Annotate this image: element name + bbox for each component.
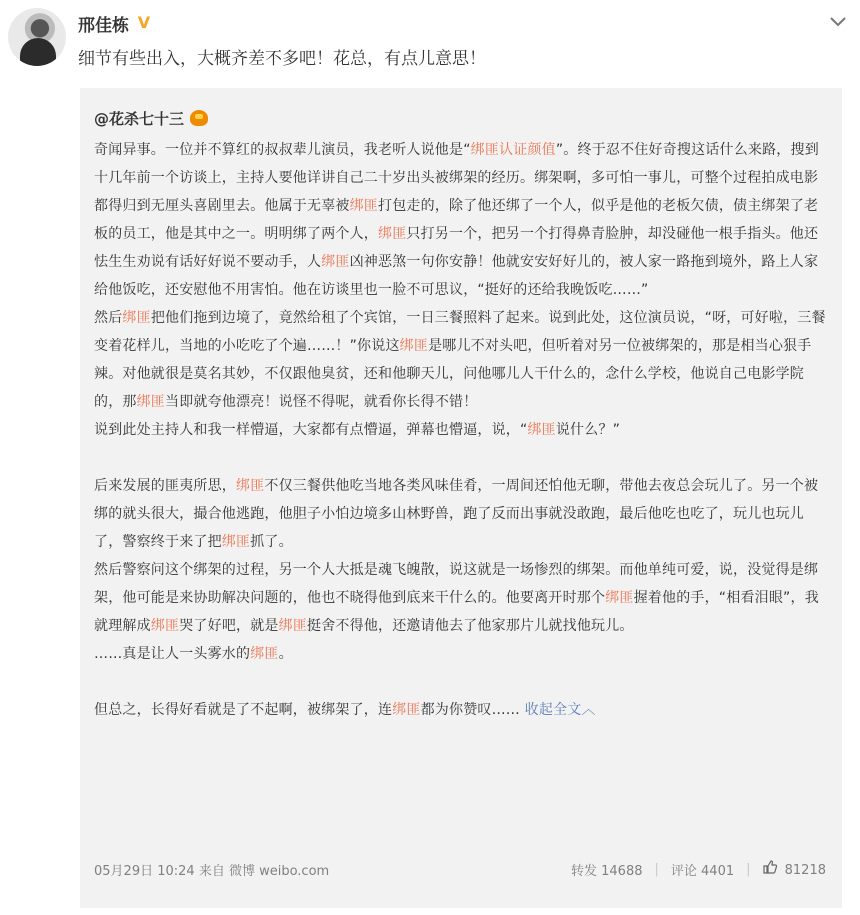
text-segment: 哭了好吧，就是 [179, 618, 279, 634]
highlighted-keyword[interactable]: 绑匪 [527, 422, 556, 438]
repost-paragraph [94, 556, 826, 640]
avatar-figure [20, 38, 56, 66]
highlighted-keyword[interactable]: 绑匪 [236, 478, 265, 494]
highlighted-keyword[interactable]: 绑匪 [399, 338, 429, 354]
repost-paragraph [94, 304, 826, 416]
thumbs-up-icon [763, 860, 777, 878]
text-segment: 奇闻异事。一位并不算红的叔叔辈儿演员，我老听人说他是“ [94, 142, 471, 158]
text-segment: 握着他的手，“相看泪眼”，我就理解成 [94, 590, 819, 634]
highlighted-keyword[interactable]: 绑匪 [278, 618, 308, 634]
highlighted-keyword[interactable]: 绑匪 [321, 254, 350, 270]
footer-divider: | [654, 861, 659, 877]
collapse-full-text-link[interactable]: 收起全文︿ [524, 702, 596, 718]
author-avatar[interactable] [8, 8, 66, 66]
repost-paragraph [94, 136, 826, 304]
highlighted-keyword[interactable]: 绑匪 [605, 590, 634, 606]
repost-paragraph [94, 640, 826, 668]
footer-divider: | [746, 861, 751, 877]
text-segment: 说什么？” [555, 422, 621, 438]
post-header [78, 10, 153, 36]
paragraph-gap [94, 444, 826, 472]
text-segment: 后来发展的匪夷所思， [94, 478, 236, 494]
text-segment: 是哪儿不对头吧，但听着对另一位被绑架的，那是相当心狠手辣。对他就很是莫名其妙，不仅跟他臭贫，还和他聊天儿，问他哪儿人干什么的，念什么学校，他说自己电影学院的，那 [94, 338, 812, 410]
text-segment: 当即就夸他漂亮！说怪不得呢，就看你长得不错！ [165, 394, 478, 410]
highlighted-keyword[interactable]: 绑匪 [150, 618, 180, 634]
text-segment: ……真是让人一头雾水的 [94, 646, 251, 662]
text-segment: 不仅三餐供他吃当地各类风味佳肴，一周间还怕他无聊，带他去夜总会玩儿了。另一个被绑的就头很大，撮合他逃跑，他胆子小怕边境多山林野兽，跑了反而出事就没敢跑，最后他吃也吃了，玩儿也玩儿了，警察终于来了把 [94, 478, 819, 550]
text-segment: 把他们拖到边境了，竟然给租了个宾馆，一日三餐照料了起来。说到此处，这位演员说，“呀，可好啦，三餐变着花样儿，当地的小吃吃了个遍……！”你说这 [94, 310, 826, 354]
text-segment: 抓了。 [250, 534, 293, 550]
repost-paragraph [94, 416, 826, 444]
chevron-down-icon[interactable] [826, 10, 850, 34]
original-author-name[interactable]: @花杀七十三 [94, 109, 185, 128]
post-date-source: 05月29日 10:24 来自 微博 weibo.com [94, 863, 330, 879]
text-segment: 打包走的，除了他还绑了一个人，似乎是他的老板欠债，债主绑架了老板的员工，他是其中之一。明明绑了两个人， [94, 198, 819, 242]
text-segment: 都为你赞叹…… [420, 702, 525, 718]
highlighted-keyword[interactable]: 绑匪 [136, 394, 166, 410]
verified-badge-icon: V [137, 13, 151, 32]
text-segment: 挺舍不得他，还邀请他去了他家那片儿就找他玩儿。 [307, 618, 634, 634]
text-segment: 凶神恶煞一句你安静！他就安安好好儿的，被人家一路拖到境外，路上人家给他饭吃，还安慰他不用害怕。他在访谈里也一脸不可思议，“挺好的还给我晚饭吃……” [94, 254, 819, 298]
text-segment: 说到此处主持人和我一样懵逼，大家都有点懵逼，弹幕也懵逼，说，“ [94, 422, 528, 438]
reposted-weibo [80, 88, 842, 908]
highlighted-keyword[interactable]: 绑匪 [221, 534, 251, 550]
highlighted-keyword[interactable]: 绑匪 [392, 702, 421, 718]
paragraph-gap [94, 668, 826, 696]
repost-paragraph [94, 696, 826, 724]
text-segment: ”。终于忍不住好奇搜这话什么来路，搜到十几年前一个访谈上，主持人要他详讲自己二十岁出头被绑架的经历。绑架啊，多可怕一事儿，可整个过程拍成电影都得归到无厘头喜剧里去。他属于无辜被 [94, 142, 819, 214]
highlighted-keyword[interactable]: 绑匪 [349, 198, 379, 214]
text-segment: 。 [278, 646, 293, 662]
highlighted-keyword[interactable]: 绑匪 [122, 310, 151, 326]
text-segment: 然后 [94, 310, 123, 326]
original-author-row [94, 106, 826, 130]
text-segment: 然后警察问这个绑架的过程，另一个人大抵是魂飞魄散，说这就是一场惨烈的绑架。而他单纯可爱，说，没觉得是绑架，他可能是来协助解决问题的，他也不晓得他到底来干什么的。他要离开时那个 [94, 562, 819, 606]
author-name[interactable]: 邢佳栋 [78, 15, 129, 36]
highlighted-keyword[interactable]: 绑匪认证颜值 [470, 142, 556, 158]
post-text: 细节有些出入，大概齐差不多吧！花总，有点儿意思！ [78, 49, 486, 69]
repost-footer [94, 857, 826, 881]
comment-button[interactable]: 评论 4401 [670, 863, 735, 879]
text-segment: 只打另一个，把另一个打得鼻青脸肿，却没碰他一根手指头。他还怯生生劝说有话好好说不要动手，人 [94, 226, 819, 270]
text-segment: 但总之，长得好看就是了不起啊，被绑架了，连 [94, 702, 393, 718]
repost-button[interactable]: 转发 14688 [571, 863, 643, 879]
repost-content [94, 136, 826, 724]
highlighted-keyword[interactable]: 绑匪 [378, 226, 407, 242]
like-button[interactable] [763, 860, 827, 878]
highlighted-keyword[interactable]: 绑匪 [250, 646, 279, 662]
vip-crown-icon [190, 110, 208, 126]
repost-paragraph [94, 472, 826, 556]
like-count: 81218 [784, 863, 826, 878]
